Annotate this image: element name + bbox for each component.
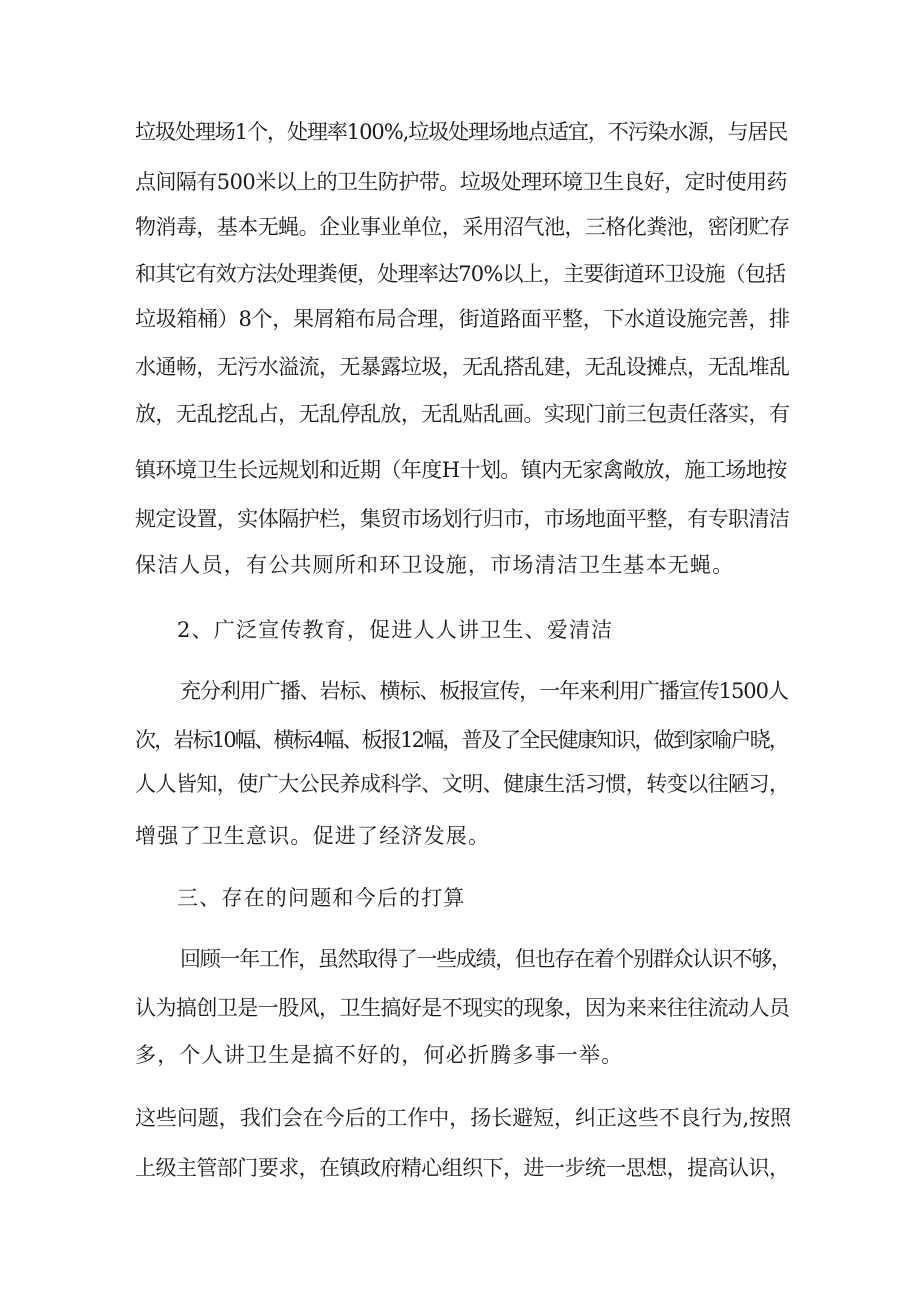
paragraph-line: 保洁人员，有公共厕所和环卫设施，市场清洁卫生基本无蝇。: [135, 553, 735, 577]
section-heading: 2、广泛宣传教育，促进人人讲卫生、爱清洁: [177, 618, 614, 642]
section-heading: 三、存在的问题和今后的打算: [177, 886, 466, 910]
paragraph-line: 点间隔有500米以上的卫生防护带。垃圾处理环境卫生良好，定时使用药: [135, 170, 787, 194]
paragraph-line: 这些问题，我们会在今后的工作中，扬长避短，纠正这些不良行为,按照: [135, 1106, 792, 1130]
paragraph-line: 垃圾箱桶）8个，果屑箱布局合理，街道路面平整，下水道设施完善，排: [135, 307, 790, 331]
paragraph-line: 认为搞创卫是一股风，卫生搞好是不现实的现象，因为来来往往流动人员: [135, 996, 790, 1020]
paragraph-line: 和其它有效方法处理粪便，处理率达70%以上，主要街道环卫设施（包括: [135, 262, 786, 286]
paragraph-line: 多，个人讲卫生是搞不好的，何必折腾多事一举。: [135, 1043, 624, 1067]
paragraph-line: 充分利用广播、岩标、横标、板报宣传，一年来利用广播宣传1500人: [180, 679, 788, 703]
paragraph-line: 次，岩标10幅、横标4幅、板报12幅，普及了全民健康知识，做到家喻户晓，: [135, 728, 789, 752]
paragraph-line: 回顾一年工作，虽然取得了一些成绩，但也存在着个别群众认识不够，: [180, 947, 791, 971]
paragraph-line: 人人皆知，使广大公民养成科学、文明、健康生活习惯，转变以往陋习，: [135, 772, 790, 796]
paragraph-line: 规定设置，实体隔护栏，集贸市场划行归市，市场地面平整，有专职清洁: [135, 507, 790, 531]
paragraph-line: 放，无乱挖乱占，无乱停乱放，无乱贴乱画。实现门前三包责任落实，有: [135, 402, 790, 426]
paragraph-line: 垃圾处理场1个，处理率100%,垃圾处理场地点适宜，不污染水源，与居民: [135, 120, 788, 144]
paragraph-line: 增强了卫生意识。促进了经济发展。: [135, 824, 491, 848]
paragraph-line: 物消毒，基本无蝇。企业事业单位，采用沼气池，三格化粪池，密闭贮存: [135, 215, 790, 239]
paragraph-line: 镇环境卫生长远规划和近期（年度H十划。镇内无家禽敞放，施工场地按: [135, 458, 787, 482]
paragraph-line: 水通畅，无污水溢流，无暴露垃圾，无乱搭乱建，无乱设摊点，无乱堆乱: [135, 355, 790, 379]
paragraph-line: 上级主管部门要求，在镇政府精心组织下，进一步统一思想，提高认识，: [135, 1156, 790, 1180]
